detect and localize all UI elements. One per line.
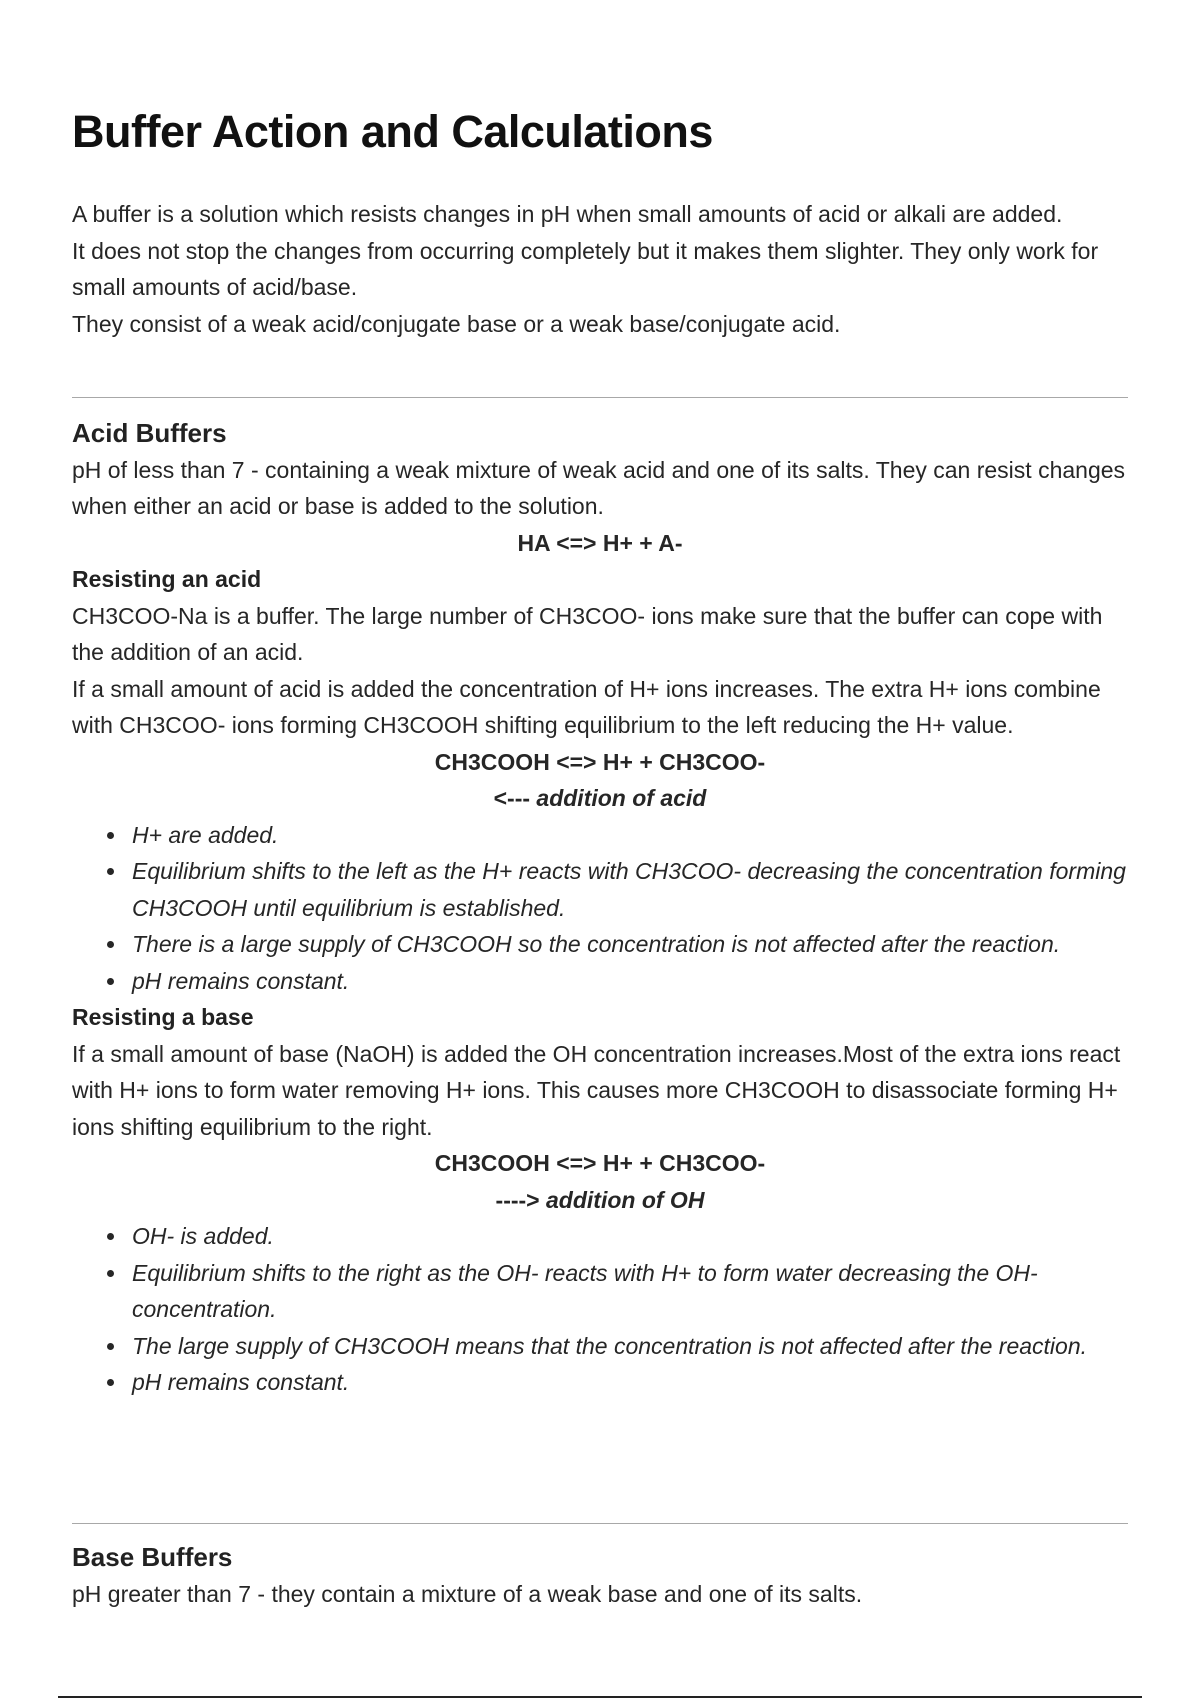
list-item: The large supply of CH3COOH means that the concentration is not affected after the reaction. [132, 1328, 1128, 1365]
list-item: There is a large supply of CH3COOH so the concentration is not affected after the reaction. [132, 926, 1128, 963]
list-item: Equilibrium shifts to the right as the OH- reacts with H+ to form water decreasing the OH- concentration. [132, 1255, 1128, 1328]
list-item: Equilibrium shifts to the left as the H+ reacts with CH3COO- decreasing the concentration forming CH3COOH until equilibrium is established. [132, 853, 1128, 926]
base-buffers-text: pH greater than 7 - they contain a mixture of a weak base and one of its salts. [72, 1580, 863, 1607]
list-item: OH- is added. [132, 1218, 1128, 1255]
acid-buffers-text: pH of less than 7 - containing a weak mixture of weak acid and one of its salts. They can resist changes when either an acid or base is added to the solution. [72, 456, 1126, 519]
resisting-base-paragraph: If a small amount of base (NaOH) is added the OH concentration increases.Most of the extra ions react with H+ ions to form water removing H+ ions. This causes more CH3COOH to disassociate forming H+ ions shifting equilibrium to the right. [72, 1040, 1121, 1140]
page-title: Buffer Action and Calculations [72, 106, 713, 157]
intro-section [72, 196, 1128, 342]
base-buffers-section [72, 1539, 1128, 1612]
list-item: H+ are added. [132, 817, 1128, 854]
acid-buffers-heading: Acid Buffers [72, 418, 227, 448]
resisting-base-list [72, 1218, 1128, 1401]
intro-paragraph-2: It does not stop the changes from occurring completely but it makes them slighter. They only work for small amounts of acid/base. [72, 237, 1099, 300]
base-buffers-heading: Base Buffers [72, 1542, 233, 1572]
intro-paragraph-1: A buffer is a solution which resists changes in pH when small amounts of acid or alkali are added. [72, 201, 1063, 227]
arrow-note-label: addition of acid [530, 785, 707, 811]
section-divider [72, 397, 1128, 398]
list-item: pH remains constant. [132, 1364, 1128, 1401]
arrow-note-label: addition of OH [539, 1186, 705, 1213]
right-arrow-text: ----> [495, 1186, 540, 1213]
acid-buffers-section [72, 415, 1128, 1401]
resisting-base-heading: Resisting a base [72, 1004, 254, 1030]
resisting-acid-paragraph-1: CH3COO-Na is a buffer. The large number of CH3COO- ions make sure that the buffer can cope with the addition of an acid. [72, 602, 1103, 665]
list-item: pH remains constant. [132, 963, 1128, 1000]
acid-buffer-equation: HA <=> H+ + A- [517, 529, 683, 556]
resisting-acid-arrow-note [72, 780, 1128, 817]
left-arrow-text: <--- [493, 785, 531, 811]
resisting-acid-paragraph-2: If a small amount of acid is added the concentration of H+ ions increases. The extra H+ ions combine with CH3COO- ions forming CH3COOH shifting equilibrium to the left reducing the H+ value. [72, 675, 1101, 738]
resisting-acid-list [72, 817, 1128, 1000]
resisting-acid-equation: CH3COOH <=> H+ + CH3COO- [434, 748, 766, 775]
page-bottom-border [58, 1696, 1142, 1698]
resisting-base-arrow-note [72, 1182, 1128, 1219]
resisting-base-equation: CH3COOH <=> H+ + CH3COO- [434, 1150, 766, 1176]
intro-paragraph-3: They consist of a weak acid/conjugate base or a weak base/conjugate acid. [72, 310, 841, 337]
resisting-acid-heading: Resisting an acid [72, 566, 262, 592]
section-divider [72, 1523, 1128, 1524]
